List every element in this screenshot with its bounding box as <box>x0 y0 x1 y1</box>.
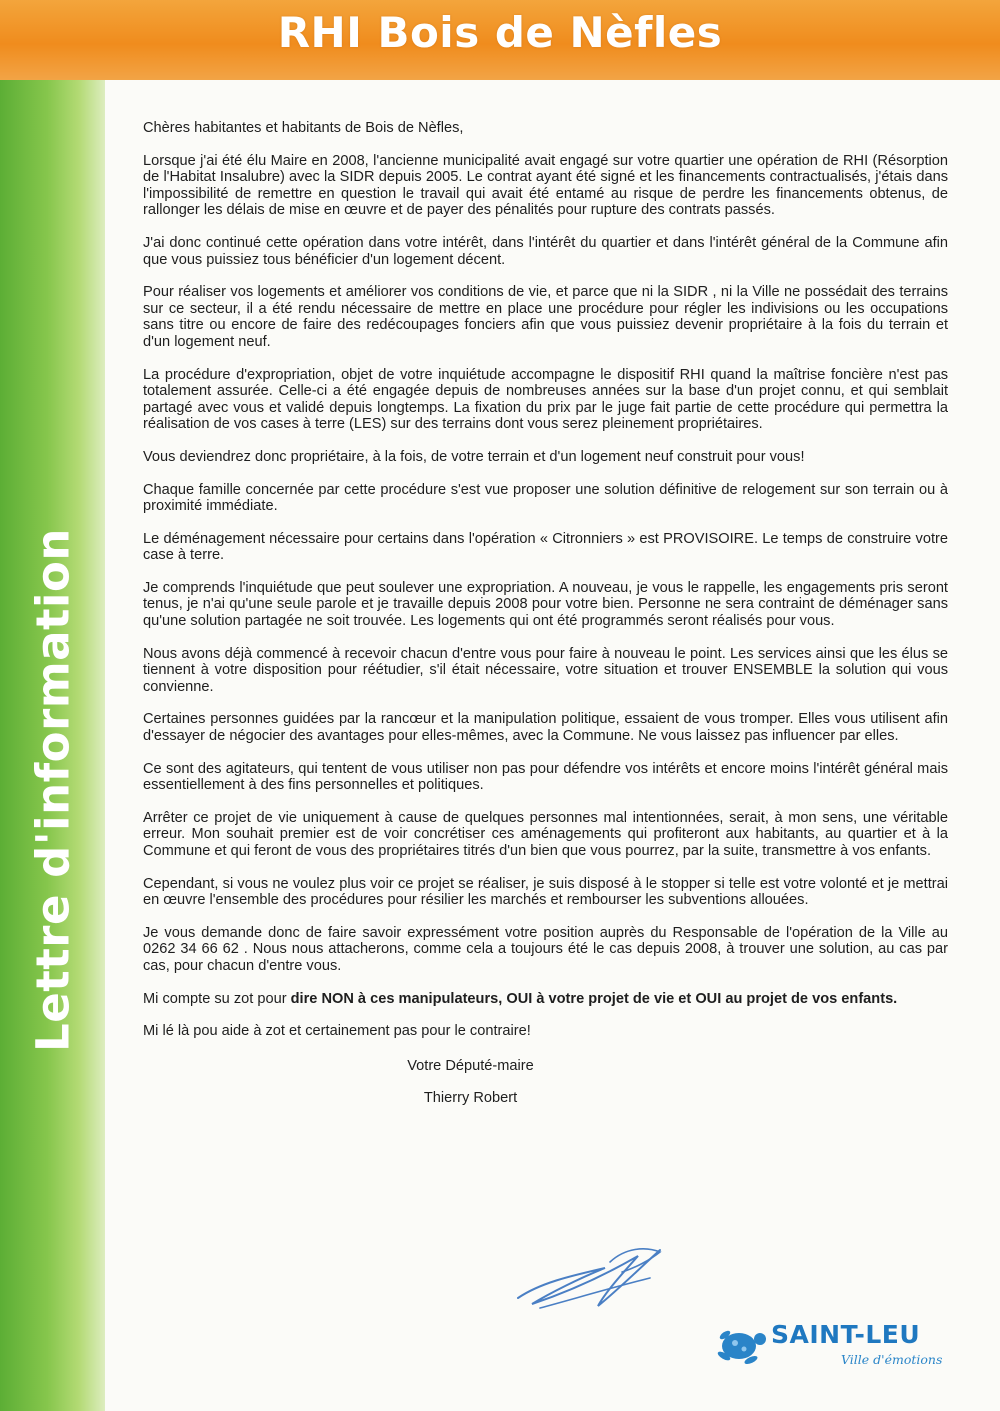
paragraph-6: Chaque famille concernée par cette procédure s'est vue proposer une solution définitive de relogement sur son terrain ou à proximité immédiate. <box>143 481 948 515</box>
paragraph-12: Arrêter ce projet de vie uniquement à cause de quelques personnes mal intentionnées, serait, à mon sens, une véritable erreur. Mon souhait premier est de voir concrétiser ces aménagements qui profiteront aux habitants, au quartier et à la Commune et qui feront de vous des propriétaires titrés d'un bien que vous pourrez, par la suite, transmettre à vos enfants. <box>143 809 948 859</box>
paragraph-10: Certaines personnes guidées par la rancœur et la manipulation politique, essaient de vous tromper. Elles vous utilisent afin d'essayer de négocier des avantages pour elles-mêmes, avec la Commune. Ne vous laissez pas influencer par elles. <box>143 711 948 745</box>
paragraph-2: J'ai donc continué cette opération dans votre intérêt, dans l'intérêt du quartier et dans l'intérêt général de la Commune afin que vous puissiez tous bénéficier d'un logement décent. <box>143 234 948 268</box>
paragraph-1: Lorsque j'ai été élu Maire en 2008, l'ancienne municipalité avait engagé sur votre quartier une opération de RHI (Résorption de l'Habitat Insalubre) avec la SIDR depuis 2005. Le contrat ayant été signé et les financements contractualisés, j'étais dans l'impossibilité de remettre en question le travail qui avait été entamé au risque de perdre les financements obtenus, de rallonger les délais de mise en œuvre et de payer des pénalités pour rupture des contrats passés. <box>143 152 948 219</box>
saint-leu-logo <box>715 1318 955 1378</box>
paragraph-7: Le déménagement nécessaire pour certains dans l'opération « Citronniers » est PROVISOIRE. Le temps de construire votre case à terre. <box>143 530 948 564</box>
turtle-icon <box>715 1320 771 1370</box>
header-banner <box>0 0 1000 80</box>
call-to-action <box>143 991 948 1008</box>
paragraph-4: La procédure d'expropriation, objet de votre inquiétude accompagne le dispositif RHI quand la maîtrise foncière n'est pas totalement assurée. Celle-ci a été engagée depuis de nombreuses années sur la base d'un projet connu, et qui semblait partagé avec vous et validé depuis longtemps. La fixation du prix par le juge fait partie de cette procédure qui permettra la réalisation de vos cases à terre (LES) sur des terrains dont vous serez pleinement propriétaires. <box>143 366 948 433</box>
call-prefix: Mi compte su zot pour <box>143 990 291 1007</box>
paragraph-13: Cependant, si vous ne voulez plus voir ce projet se réaliser, je suis disposé à le stopper si telle est votre volonté et je mettrai en œuvre l'ensemble des procédures pour résilier les marchés et rembourser les subventions allouées. <box>143 875 948 909</box>
signoff: Votre Député-maire <box>407 1057 534 1074</box>
signer-name: Thierry Robert <box>423 1090 518 1107</box>
sidebar-band <box>0 80 105 1411</box>
logo-tagline: Ville d'émotions <box>841 1352 943 1367</box>
page-title: RHI Bois de Nèfles <box>277 8 723 57</box>
paragraph-11: Ce sont des agitateurs, qui tentent de vous utiliser non pas pour défendre vos intérêts et encore moins l'intérêt général mais essentiellement à des fins personnelles et politiques. <box>143 760 948 794</box>
logo-name: SAINT-LEU <box>771 1320 921 1349</box>
paragraph-14: Je vous demande donc de faire savoir expressément votre position auprès du Responsable de l'opération de la Ville au 0262 34 66 62 . Nous nous attacherons, comme cela a toujours été le cas depuis 2008, à trouver une solution, au cas par cas, pour chacun d'entre vous. <box>143 924 948 974</box>
greeting: Chères habitantes et habitants de Bois de Nèfles, <box>143 120 464 136</box>
paragraph-8: Je comprends l'inquiétude que peut soulever une expropriation. A nouveau, je vous le rappelle, les engagements pris seront tenus, je n'ai qu'une seule parole et je travaille depuis 2008 pour votre bien. Personne ne sera contraint de déménager sans qu'une solution partagée ne soit trouvée. Les logements qui ont été programmés seront réalisés pour vous. <box>143 579 948 630</box>
sidebar-title: Lettre d'information <box>26 528 80 1052</box>
call-bold-text: dire NON à ces manipulateurs, OUI à votre projet de vie et OUI au projet de vos enfants. <box>290 990 898 1007</box>
paragraph-3: Pour réaliser vos logements et améliorer vos conditions de vie, et parce que ni la SIDR , ni la Ville ne possédait des terrains sur ce secteur, il a été rendu nécessaire de mettre en place une procédure pour régler les indivisions ou les occupations sans titre ou encore de faire des redécoupages fonciers afin que vous puissiez devenir propriétaire à la fois du terrain et d'un logement neuf. <box>143 284 948 350</box>
letter-body <box>143 120 948 1107</box>
closing-line: Mi lé là pou aide à zot et certainement pas pour le contraire! <box>143 1023 531 1040</box>
paragraph-9: Nous avons déjà commencé à recevoir chacun d'entre vous pour faire à nouveau le point. Les services ainsi que les élus se tiennent à votre disposition pour réétudier, s'il était nécessaire, votre situation et trouver ENSEMBLE la solution qui vous convienne. <box>143 645 948 695</box>
handwritten-signature <box>510 1238 670 1318</box>
paragraph-5: Vous deviendrez donc propriétaire, à la fois, de votre terrain et d'un logement neuf construit pour vous! <box>143 448 805 465</box>
